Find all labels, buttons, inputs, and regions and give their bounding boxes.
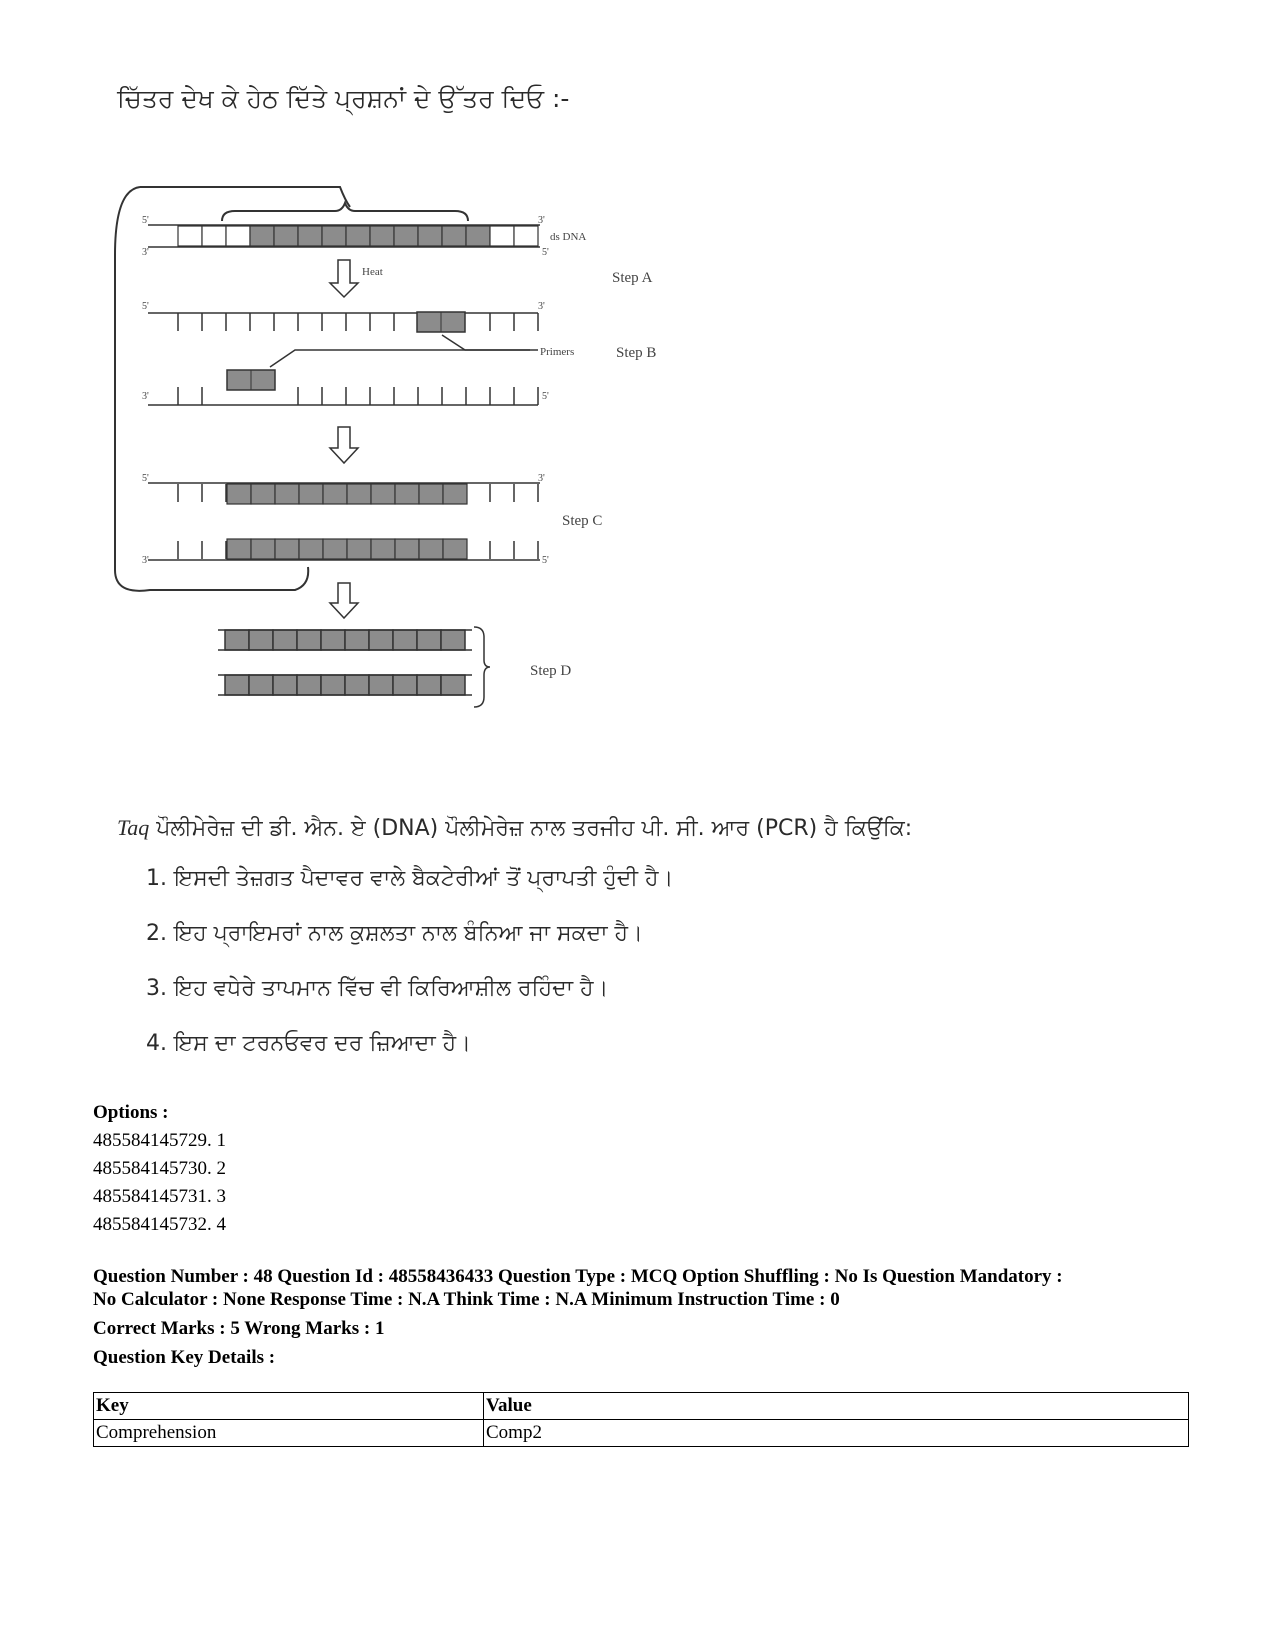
table-row xyxy=(94,1420,1189,1447)
step-c-5prime-bottom: 5' xyxy=(542,555,549,566)
step-b-label: Step B xyxy=(616,345,657,361)
question-instruction: ਚਿੱਤਰ ਦੇਖ ਕੇ ਹੇਠ ਦਿੱਤੇ ਪ੍ਰਸ਼ਨਾਂ ਦੇ ਉੱਤਰ ਦਿਓ :- xyxy=(117,84,570,113)
question-meta-line2: No Calculator : None Response Time : N.A Think Time : N.A Minimum Instruction Time : 0 xyxy=(93,1289,840,1310)
question-text xyxy=(117,815,912,841)
ds-dna-label: ds DNA xyxy=(550,231,587,243)
table-header-row xyxy=(94,1393,1189,1420)
step-a-3prime-label: 3' xyxy=(142,247,149,258)
statement-1: 1. ਇਸਦੀ ਤੇਜ਼ਗਤ ਪੈਦਾਵਰ ਵਾਲੇ ਬੈਕਟੇਰੀਆਂ ਤੋਂ ਪ੍ਰਾਪਤੀ ਹੁੰਦੀ ਹੈ। xyxy=(146,866,674,891)
options-title: Options : xyxy=(93,1102,169,1123)
statement-4: 4. ਇਸ ਦਾ ਟਰਨਓਵਰ ਦਰ ਜ਼ਿਆਦਾ ਹੈ। xyxy=(146,1031,471,1056)
step-b-5prime-top: 5' xyxy=(142,301,149,312)
option-3[interactable]: 485584145731. 3 xyxy=(93,1186,226,1207)
pcr-diagram xyxy=(110,175,710,750)
step-b-3prime-bottom: 3' xyxy=(142,391,149,402)
heat-label: Heat xyxy=(362,266,383,278)
step-b-5prime-bottom: 5' xyxy=(542,391,549,402)
question-meta-line1: Question Number : 48 Question Id : 48558436433 Question Type : MCQ Option Shuffling : No Is Question Mandatory : xyxy=(93,1266,1063,1287)
option-1[interactable]: 485584145729. 1 xyxy=(93,1130,226,1151)
table-cell-value: Comp2 xyxy=(484,1420,1189,1447)
key-details-title: Question Key Details : xyxy=(93,1347,276,1368)
step-a-label: Step A xyxy=(612,270,653,286)
key-details-table xyxy=(93,1392,1189,1447)
marks-line: Correct Marks : 5 Wrong Marks : 1 xyxy=(93,1318,385,1339)
step-a-5prime-label: 5' xyxy=(142,215,149,226)
option-2[interactable]: 485584145730. 2 xyxy=(93,1158,226,1179)
step-b-3prime-top: 3' xyxy=(538,301,545,312)
step-c-label: Step C xyxy=(562,513,603,529)
step-d-label: Step D xyxy=(530,663,572,679)
step-c-5prime-top: 5' xyxy=(142,473,149,484)
statement-3: 3. ਇਹ ਵਧੇਰੇ ਤਾਪਮਾਨ ਵਿੱਚ ਵੀ ਕਿਰਿਆਸ਼ੀਲ ਰਹਿੰਦਾ ਹੈ। xyxy=(146,976,609,1001)
option-4[interactable]: 485584145732. 4 xyxy=(93,1214,226,1235)
table-header-value: Value xyxy=(484,1393,1189,1420)
statement-2: 2. ਇਹ ਪ੍ਰਾਇਮਰਾਂ ਨਾਲ ਕੁਸ਼ਲਤਾ ਨਾਲ ਬੰਨਿਆ ਜਾ ਸਕਦਾ ਹੈ। xyxy=(146,921,643,946)
taq-label: Taq xyxy=(117,815,150,840)
question-body: ਪੌਲੀਮੇਰੇਜ਼ ਦੀ ਡੀ. ਐਨ. ਏ (DNA) ਪੌਲੀਮੇਰੇਜ਼ ਨਾਲ ਤਰਜੀਹ ਪੀ. ਸੀ. ਆਰ (PCR) ਹੈ ਕਿਉਂਕਿ: xyxy=(149,816,913,841)
step-a-5prime-label-right: 5' xyxy=(542,247,549,258)
step-c-3prime-bottom: 3' xyxy=(142,555,149,566)
table-header-key: Key xyxy=(94,1393,484,1420)
primers-label: Primers xyxy=(540,346,575,358)
table-cell-key: Comprehension xyxy=(94,1420,484,1447)
step-c-3prime-top: 3' xyxy=(538,473,545,484)
step-a-3prime-label-right: 3' xyxy=(538,215,545,226)
